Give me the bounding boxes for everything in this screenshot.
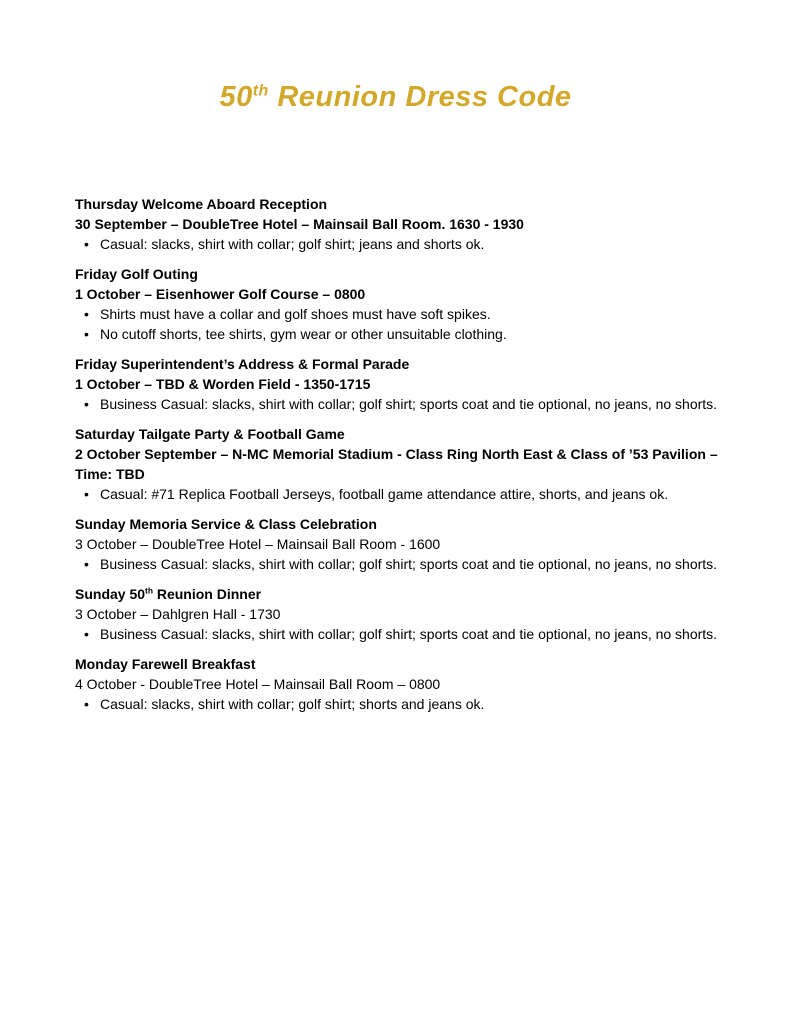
dress-code-bullet-list [75,624,741,644]
text-run: 1 October – Eisenhower Golf Course – 0800 [75,286,366,302]
dress-code-bullet-item: • No cutoff shorts, tee shirts, gym wear or other unsuitable clothing. [75,324,741,344]
text-run: 30 September – DoubleTree Hotel – Mainsail Ball Room. 1630 - 1930 [75,216,524,232]
dress-code-bullet-item: • Business Casual: slacks, shirt with collar; golf shirt; sports coat and tie optional, no jeans, no shorts. [75,394,741,414]
event-date-location [75,534,741,554]
dress-code-bullet-list [75,234,741,254]
event-date-location [75,374,741,394]
event-section [75,514,741,574]
text-run: Friday Golf Outing [75,266,198,282]
text-run: Monday Farewell Breakfast [75,656,256,672]
text-run: Friday Superintendent’s Address & Formal Parade [75,356,410,372]
event-date-location [75,604,741,624]
dress-code-bullet-item: • Casual: slacks, shirt with collar; golf shirt; shorts and jeans ok. [75,694,741,714]
event-date-location [75,674,741,694]
text-run: 3 October – Dahlgren Hall - 1730 [75,606,281,622]
event-date-location [75,214,741,234]
dress-code-bullet-item: • Business Casual: slacks, shirt with collar; golf shirt; sports coat and tie optional, no jeans, no shorts. [75,624,741,644]
text-run: Thursday Welcome Aboard Reception [75,196,328,212]
event-section [75,354,741,414]
dress-code-bullet-item: • Casual: #71 Replica Football Jerseys, football game attendance attire, shorts, and jeans ok. [75,484,741,504]
dress-code-bullet-list [75,484,741,504]
text-run: Reunion Dress Code [268,81,572,113]
event-sections [0,194,791,714]
event-heading [75,354,741,374]
dress-code-bullet-list [75,554,741,574]
event-section [75,194,741,254]
text-run: 3 October – DoubleTree Hotel – Mainsail Ball Room - 1600 [75,536,441,552]
event-section [75,424,741,504]
text-run: Sunday 50 [75,586,146,602]
text-run: Sunday Memoria Service & Class Celebration [75,516,377,532]
event-heading [75,514,741,534]
dress-code-bullet-item: • Casual: slacks, shirt with collar; golf shirt; jeans and shorts ok. [75,234,741,254]
superscript-text: th [252,82,269,100]
text-run: 4 October - DoubleTree Hotel – Mainsail Ball Room – 0800 [75,676,441,692]
superscript-text: th [145,585,153,596]
text-run: Reunion Dinner [152,586,262,602]
text-run: Saturday Tailgate Party & Football Game [75,426,345,442]
dress-code-bullet-item: • Shirts must have a collar and golf shoes must have soft spikes. [75,304,741,324]
page-title [0,0,791,114]
event-section [75,654,741,714]
dress-code-bullet-item: • Business Casual: slacks, shirt with collar; golf shirt; sports coat and tie optional, no jeans, no shorts. [75,554,741,574]
event-section [75,584,741,644]
event-heading [75,584,741,604]
event-heading [75,264,741,284]
event-section [75,264,741,344]
event-heading [75,654,741,674]
text-run: 50 [219,81,253,113]
event-heading [75,424,741,444]
event-date-location [75,444,741,484]
event-date-location [75,284,741,304]
text-run: 1 October – TBD & Worden Field - 1350-1715 [75,376,371,392]
dress-code-bullet-list [75,694,741,714]
text-run: Time: TBD [75,466,145,482]
dress-code-bullet-list [75,394,741,414]
dress-code-bullet-list [75,304,741,344]
event-heading [75,194,741,214]
text-run: 2 October September – N-MC Memorial Stadium - Class Ring North East & Class of ’53 Pavilion – [75,446,718,462]
